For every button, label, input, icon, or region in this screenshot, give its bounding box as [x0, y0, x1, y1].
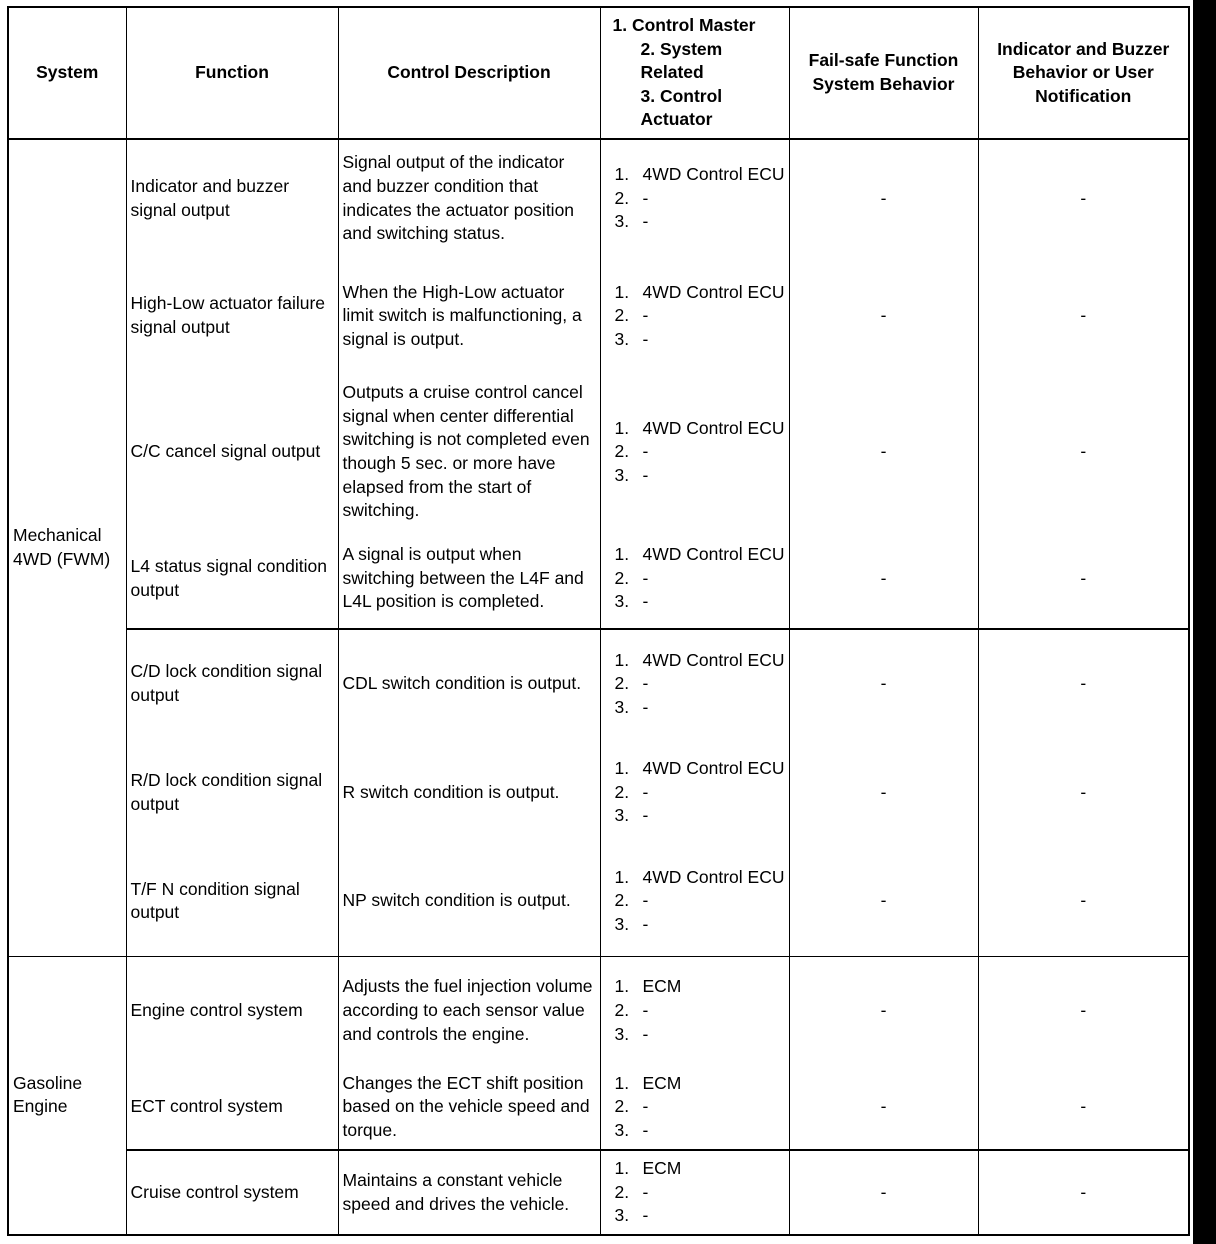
control-item-c3 [615, 464, 785, 488]
control-cell [600, 956, 789, 1065]
indicator-cell: - [978, 1065, 1189, 1150]
description-cell: A signal is output when switching between the L4F and L4L position is completed. [338, 529, 600, 629]
control-item-value: - [642, 1023, 649, 1044]
control-item-number: 2. [614, 890, 630, 911]
failsafe-cell: - [789, 529, 978, 629]
control-cell [600, 257, 789, 375]
control-item-number: 3. [614, 211, 630, 232]
table-row [8, 956, 1189, 1065]
control-item-number: 2. [614, 781, 630, 802]
right-edge-bar [1193, 0, 1216, 1244]
control-item-number: 1. [614, 1072, 630, 1093]
control-item-c2 [615, 440, 785, 464]
control-item-value: ECM [642, 1072, 682, 1093]
description-cell: CDL switch condition is output. [338, 629, 600, 738]
control-item-c2 [615, 1181, 785, 1205]
control-item-c3 [615, 913, 785, 937]
control-item-value: - [642, 890, 649, 911]
control-item-number: 1. [614, 281, 630, 302]
indicator-cell: - [978, 956, 1189, 1065]
control-item-number: 2. [614, 441, 630, 462]
control-item-c3 [615, 1204, 785, 1228]
control-item-c3 [615, 590, 785, 614]
control-item-c1 [615, 975, 785, 999]
control-item-value: 4WD Control ECU [642, 866, 785, 887]
control-item-c1 [615, 1157, 785, 1181]
indicator-cell: - [978, 139, 1189, 257]
control-item-c3 [615, 1023, 785, 1047]
control-cell [600, 847, 789, 956]
control-item-number: 2. [614, 999, 630, 1020]
control-cell [600, 1150, 789, 1235]
control-item-c2 [615, 999, 785, 1023]
control-item-number: 3. [614, 914, 630, 935]
indicator-cell: - [978, 257, 1189, 375]
control-item-number: 2. [614, 1181, 630, 1202]
control-item-value: 4WD Control ECU [642, 649, 785, 670]
function-cell: C/C cancel signal output [126, 375, 338, 529]
control-item-value: - [642, 441, 649, 462]
failsafe-cell: - [789, 375, 978, 529]
control-item-value: - [642, 999, 649, 1020]
control-item-value: 4WD Control ECU [642, 417, 785, 438]
system-label: Mechanical 4WD (FWM) [13, 525, 111, 569]
control-item-value: - [642, 805, 649, 826]
control-item-c3 [615, 696, 785, 720]
header-control [600, 7, 789, 139]
header-control-line-1: 1. Control Master [612, 15, 756, 36]
control-item-c2 [615, 672, 785, 696]
control-item-c3 [615, 210, 785, 234]
table-row [8, 257, 1189, 375]
description-cell: NP switch condition is output. [338, 847, 600, 956]
function-cell: Cruise control system [126, 1150, 338, 1235]
header-function: Function [126, 7, 338, 139]
table-row [8, 847, 1189, 956]
failsafe-cell: - [789, 629, 978, 738]
failsafe-cell: - [789, 956, 978, 1065]
control-item-number: 3. [614, 1119, 630, 1140]
control-item-number: 1. [614, 544, 630, 565]
indicator-cell: - [978, 847, 1189, 956]
table-row [8, 375, 1189, 529]
header-description: Control Description [338, 7, 600, 139]
control-cell [600, 629, 789, 738]
control-item-number: 3. [614, 805, 630, 826]
control-table [7, 6, 1190, 1236]
description-cell: Outputs a cruise control cancel signal when center differential switching is not completed even though 5 sec. or more have elapsed from the start of switching. [338, 375, 600, 529]
control-item-c2 [615, 1095, 785, 1119]
function-cell: ECT control system [126, 1065, 338, 1150]
control-cell [600, 529, 789, 629]
header-failsafe: Fail-safe Function System Behavior [789, 7, 978, 139]
control-item-number: 1. [614, 1158, 630, 1179]
description-cell: When the High-Low actuator limit switch is malfunctioning, a signal is output. [338, 257, 600, 375]
control-item-c2 [615, 781, 785, 805]
header-control-line-2: 2. System Related [640, 38, 723, 83]
control-item-number: 3. [614, 696, 630, 717]
function-cell: T/F N condition signal output [126, 847, 338, 956]
control-item-value: ECM [642, 1158, 682, 1179]
description-cell: R switch condition is output. [338, 738, 600, 847]
control-item-c1 [615, 417, 785, 441]
system-cell [8, 139, 126, 956]
table-row [8, 139, 1189, 257]
description-cell: Adjusts the fuel injection volume according to each sensor value and controls the engine. [338, 956, 600, 1065]
system-label: Gasoline Engine [13, 1072, 83, 1117]
control-item-c1 [615, 866, 785, 890]
control-item-c3 [615, 804, 785, 828]
control-item-value: - [642, 305, 649, 326]
function-cell: L4 status signal condition output [126, 529, 338, 629]
control-cell [600, 1065, 789, 1150]
control-item-value: - [642, 187, 649, 208]
control-cell [600, 738, 789, 847]
table-row [8, 629, 1189, 738]
control-item-c2 [615, 187, 785, 211]
control-item-number: 3. [614, 328, 630, 349]
failsafe-cell: - [789, 738, 978, 847]
control-item-number: 1. [614, 649, 630, 670]
control-item-c2 [615, 304, 785, 328]
control-item-value: - [642, 914, 649, 935]
control-item-value: 4WD Control ECU [642, 544, 785, 565]
control-item-value: ECM [642, 976, 682, 997]
description-cell: Maintains a constant vehicle speed and drives the vehicle. [338, 1150, 600, 1235]
header-row [8, 7, 1189, 139]
failsafe-cell: - [789, 1065, 978, 1150]
failsafe-cell: - [789, 1150, 978, 1235]
control-item-number: 1. [614, 758, 630, 779]
indicator-cell: - [978, 629, 1189, 738]
control-item-number: 2. [614, 567, 630, 588]
header-control-line-3: 3. Control Actuator [640, 85, 723, 130]
control-item-c1 [615, 649, 785, 673]
control-item-c1 [615, 543, 785, 567]
control-item-number: 1. [614, 417, 630, 438]
control-item-value: - [642, 328, 649, 349]
failsafe-cell: - [789, 847, 978, 956]
control-item-value: - [642, 673, 649, 694]
failsafe-cell: - [789, 139, 978, 257]
control-item-number: 3. [614, 464, 630, 485]
control-item-number: 1. [614, 164, 630, 185]
control-item-value: - [642, 696, 649, 717]
table-row [8, 1065, 1189, 1150]
control-item-number: 1. [614, 976, 630, 997]
indicator-cell: - [978, 375, 1189, 529]
indicator-cell: - [978, 738, 1189, 847]
description-cell: Changes the ECT shift position based on the vehicle speed and torque. [338, 1065, 600, 1150]
control-item-c1 [615, 281, 785, 305]
description-cell: Signal output of the indicator and buzzer condition that indicates the actuator position and switching status. [338, 139, 600, 257]
control-item-value: - [642, 211, 649, 232]
control-item-value: - [642, 1096, 649, 1117]
control-item-value: - [642, 1181, 649, 1202]
control-item-c3 [615, 328, 785, 352]
function-cell: High-Low actuator failure signal output [126, 257, 338, 375]
control-item-value: 4WD Control ECU [642, 164, 785, 185]
control-cell [600, 375, 789, 529]
control-item-number: 2. [614, 1096, 630, 1117]
control-cell [600, 139, 789, 257]
control-item-number: 2. [614, 187, 630, 208]
control-item-value: 4WD Control ECU [642, 758, 785, 779]
function-cell: C/D lock condition signal output [126, 629, 338, 738]
control-item-c2 [615, 889, 785, 913]
table-row [8, 738, 1189, 847]
control-item-number: 3. [614, 1205, 630, 1226]
control-item-value: 4WD Control ECU [642, 281, 785, 302]
system-cell [8, 956, 126, 1235]
control-item-number: 1. [614, 866, 630, 887]
control-item-value: - [642, 464, 649, 485]
control-item-c1 [615, 1072, 785, 1096]
control-item-value: - [642, 591, 649, 612]
indicator-cell: - [978, 529, 1189, 629]
function-cell: R/D lock condition signal output [126, 738, 338, 847]
table-row [8, 1150, 1189, 1235]
control-item-c2 [615, 567, 785, 591]
table-row [8, 529, 1189, 629]
function-cell: Engine control system [126, 956, 338, 1065]
failsafe-cell: - [789, 257, 978, 375]
function-cell: Indicator and buzzer signal output [126, 139, 338, 257]
indicator-cell: - [978, 1150, 1189, 1235]
control-item-value: - [642, 1119, 649, 1140]
control-item-number: 3. [614, 591, 630, 612]
control-item-number: 3. [614, 1023, 630, 1044]
control-item-number: 2. [614, 305, 630, 326]
control-item-c1 [615, 757, 785, 781]
header-system: System [8, 7, 126, 139]
control-item-value: - [642, 567, 649, 588]
control-item-c3 [615, 1119, 785, 1143]
control-item-c1 [615, 163, 785, 187]
control-item-number: 2. [614, 673, 630, 694]
header-indicator: Indicator and Buzzer Behavior or User Notification [978, 7, 1189, 139]
control-item-value: - [642, 781, 649, 802]
control-item-value: - [642, 1205, 649, 1226]
